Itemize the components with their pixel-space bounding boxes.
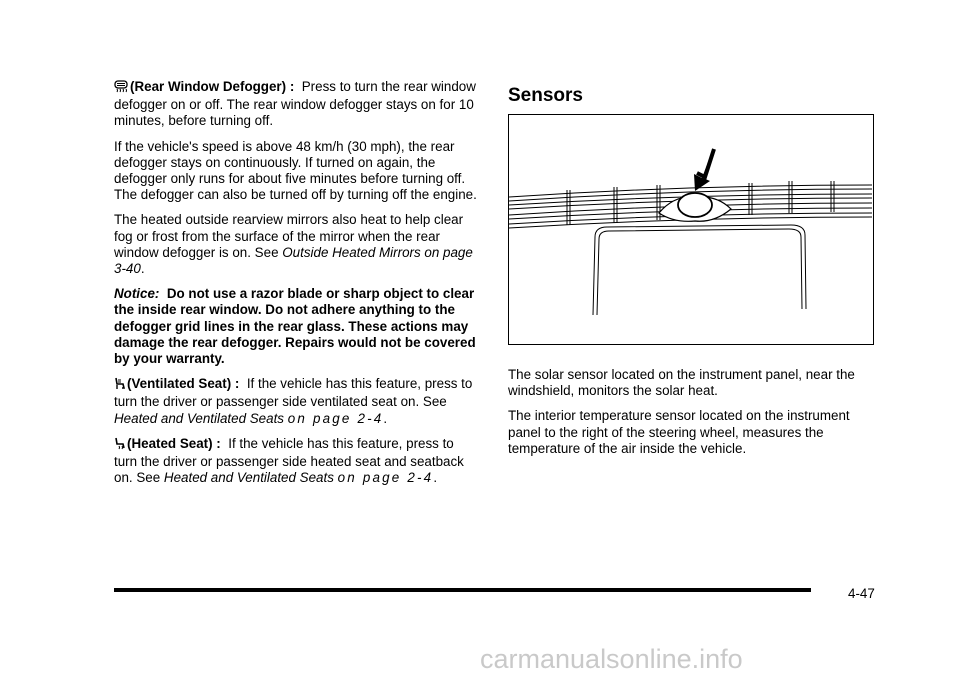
solar-sensor-paragraph: The solar sensor located on the instrument panel, near the windshield, monitors the solar heat.	[508, 367, 855, 399]
heated-seat-label: (Heated Seat) :	[127, 435, 221, 451]
notice-label: Notice:	[114, 286, 160, 302]
defogger-text: Press to turn the rear window defogger on or off. The rear window defogger stays on for 10 minutes, before turning off.	[114, 79, 476, 129]
watermark: carmanualsonline.info	[480, 644, 743, 674]
notice-text: Do not use a razor blade or sharp object to clear the inside rear window. Do not adhere anything to the defogger grid lines in the rear glass. These actions may damage the rear defogger. Repairs would not be covered by your warranty.	[114, 286, 476, 367]
ventilated-seat-page-ref[interactable]: on page 2-4	[287, 410, 384, 426]
heated-mirrors-text: The heated outside rearview mirrors also heat to help clear fog or frost from the surface of the mirror when the rear window defogger is on. See	[114, 212, 464, 260]
ventilated-seat-ref[interactable]: Heated and Ventilated Seats	[114, 410, 284, 426]
interior-sensor-paragraph: The interior temperature sensor located on the instrument panel to the right of the steering wheel, measures the temperature of the air inside the vehicle.	[508, 408, 850, 456]
ventilated-seat-paragraph	[114, 376, 480, 427]
solar-sensor	[678, 193, 712, 217]
ventilated-seat-text: If the vehicle has this feature, press to turn the driver or passenger side ventilated seat on. See	[114, 376, 473, 410]
heated-seat-ref[interactable]: Heated and Ventilated Seats	[163, 470, 334, 486]
left-column	[114, 79, 480, 495]
defogger-paragraph	[114, 79, 480, 130]
solar-sensor-illustration	[508, 114, 874, 345]
ventilated-seat-label: (Ventilated Seat) :	[127, 376, 240, 392]
page-number: 4-47	[848, 586, 875, 601]
instrument-panel-outline	[593, 225, 806, 315]
heated-seat-paragraph	[114, 436, 480, 487]
period: .	[140, 261, 145, 277]
defogger-label: (Rear Window Defogger) :	[130, 79, 295, 94]
rear-defogger-icon	[114, 80, 128, 97]
heated-seat-icon	[114, 437, 125, 454]
period: .	[383, 410, 388, 426]
sensors-text	[508, 367, 878, 466]
sensors-heading: Sensors	[508, 85, 583, 106]
heated-seat-page-ref[interactable]: on page 2-4	[337, 470, 434, 486]
heated-seat-text: If the vehicle has this feature, press to turn the driver or passenger side heated seat and seatback on. See	[114, 435, 464, 486]
heated-mirrors-ref[interactable]: Outside Heated Mirrors on page 3-40	[114, 244, 473, 277]
heated-mirrors-paragraph	[114, 212, 480, 277]
dashboard-sensor-drawing	[509, 115, 872, 343]
footer-rule	[114, 588, 811, 592]
period: .	[433, 470, 438, 486]
right-column	[508, 85, 878, 107]
notice-paragraph	[114, 286, 480, 367]
defogger-speed-paragraph: If the vehicle's speed is above 48 km/h (30 mph), the rear defogger stays on continuously. If turned on again, the defogger only runs for about five minutes before turning off. The defogger can also be turned off by turning off the engine.	[114, 138, 477, 203]
ventilated-seat-icon	[114, 377, 125, 394]
